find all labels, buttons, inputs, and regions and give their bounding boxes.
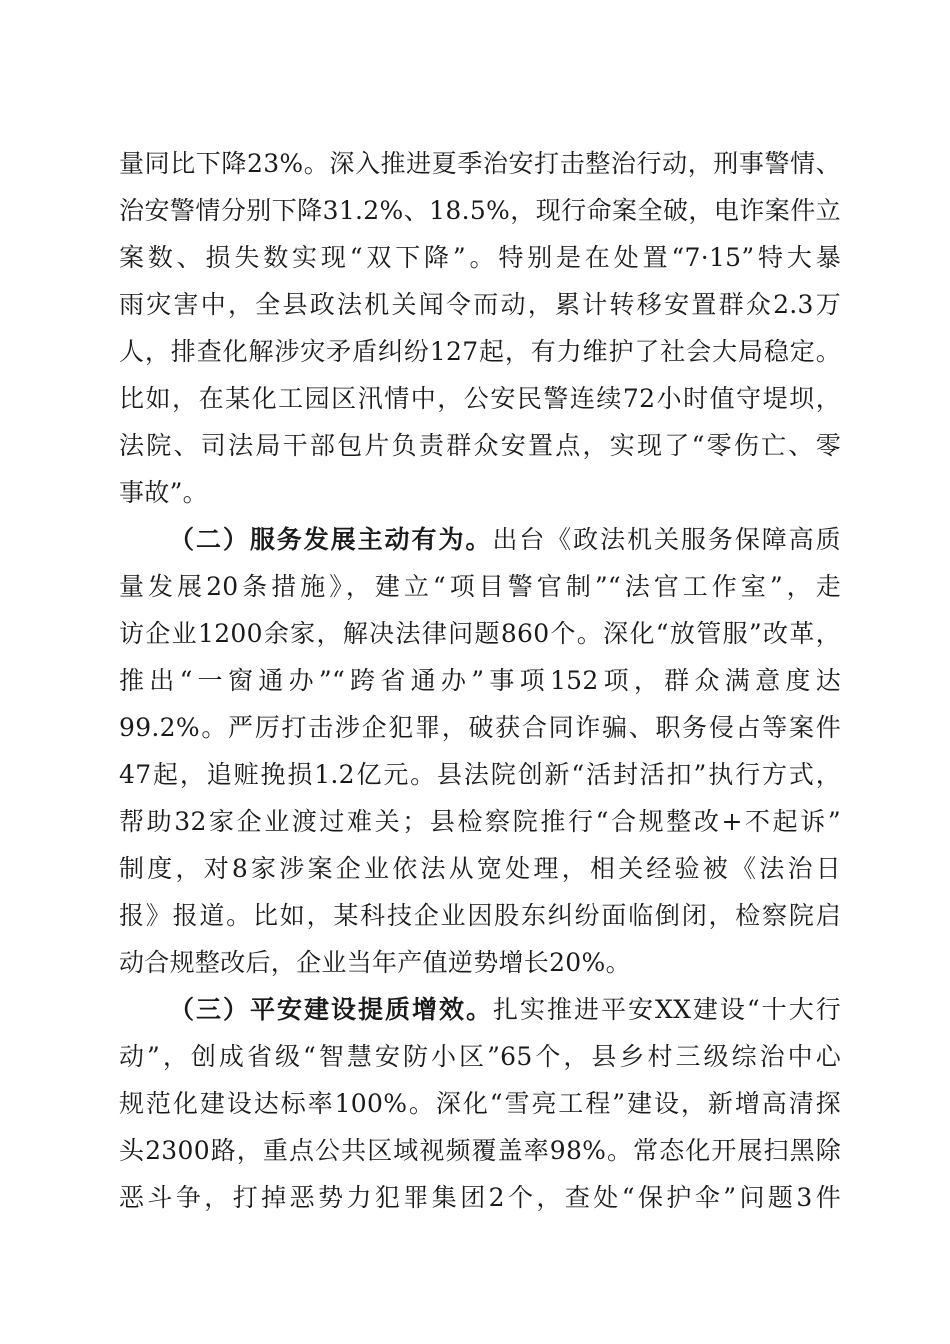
section-first-line — [119, 516, 841, 563]
paragraph-line: 动合规整改后，企业当年产值逆势增长20%。 — [119, 948, 631, 977]
paragraph-line: 量发展20条措施》，建立“项目警官制”“法官工作室”，走 — [119, 572, 841, 601]
paragraph-line: 恶斗争，打掉恶势力犯罪集团2个，查处“保护伞”问题3件 — [119, 1183, 841, 1212]
section-heading: （三）平安建设提质增效。 — [169, 995, 494, 1024]
paragraph-line: 头2300路，重点公共区域视频覆盖率98%。常态化开展扫黑除 — [119, 1136, 841, 1165]
section-heading: （二）服务发展主动有为。 — [169, 525, 493, 554]
document-body — [119, 140, 841, 1221]
paragraph-line: 量同比下降23%。深入推进夏季治安打击整治行动，刑事警情、 — [119, 149, 841, 178]
paragraph-line: 治安警情分别下降31.2%、18.5%，现行命案全破，电诈案件立 — [119, 196, 841, 225]
paragraph-line: 访企业1200余家，解决法律问题860个。深化“放管服”改革， — [119, 619, 841, 648]
paragraph-line: 案数、损失数实现“双下降”。特别是在处置“7·15”特大暴 — [119, 243, 841, 272]
section-text: 出台《政法机关服务保障高质 — [492, 525, 841, 554]
paragraph-line: 动”，创成省级“智慧安防小区”65个，县乡村三级综治中心 — [119, 1042, 841, 1071]
paragraph-line: 帮助32家企业渡过难关；县检察院推行“合规整改+不起诉” — [119, 807, 841, 836]
paragraph-line: 人，排查化解涉灾矛盾纠纷127起，有力维护了社会大局稳定。 — [119, 337, 841, 366]
section-text: 扎实推进平安XX建设“十大行 — [493, 995, 841, 1024]
paragraph-line: 事故”。 — [119, 478, 208, 507]
paragraph-line: 推出“一窗通办”“跨省通办”事项152项，群众满意度达 — [119, 666, 841, 695]
paragraph-line: 99.2%。严厉打击涉企犯罪，破获合同诈骗、职务侵占等案件 — [119, 713, 841, 742]
paragraph-line: 雨灾害中，全县政法机关闻令而动，累计转移安置群众2.3万 — [119, 290, 841, 319]
paragraph-line: 47起，追赃挽损1.2亿元。县法院创新“活封活扣”执行方式， — [119, 760, 841, 789]
paragraph-line: 报》报道。比如，某科技企业因股东纠纷面临倒闭，检察院启 — [119, 901, 841, 930]
paragraph-line: 制度，对8家涉案企业依法从宽处理，相关经验被《法治日 — [119, 854, 841, 883]
paragraph-line: 规范化建设达标率100%。深化“雪亮工程”建设，新增高清探 — [119, 1089, 841, 1118]
section-first-line — [119, 986, 841, 1033]
paragraph-line: 法院、司法局干部包片负责群众安置点，实现了“零伤亡、零 — [119, 431, 841, 460]
paragraph-line: 比如，在某化工园区汛情中，公安民警连续72小时值守堤坝， — [119, 384, 841, 413]
